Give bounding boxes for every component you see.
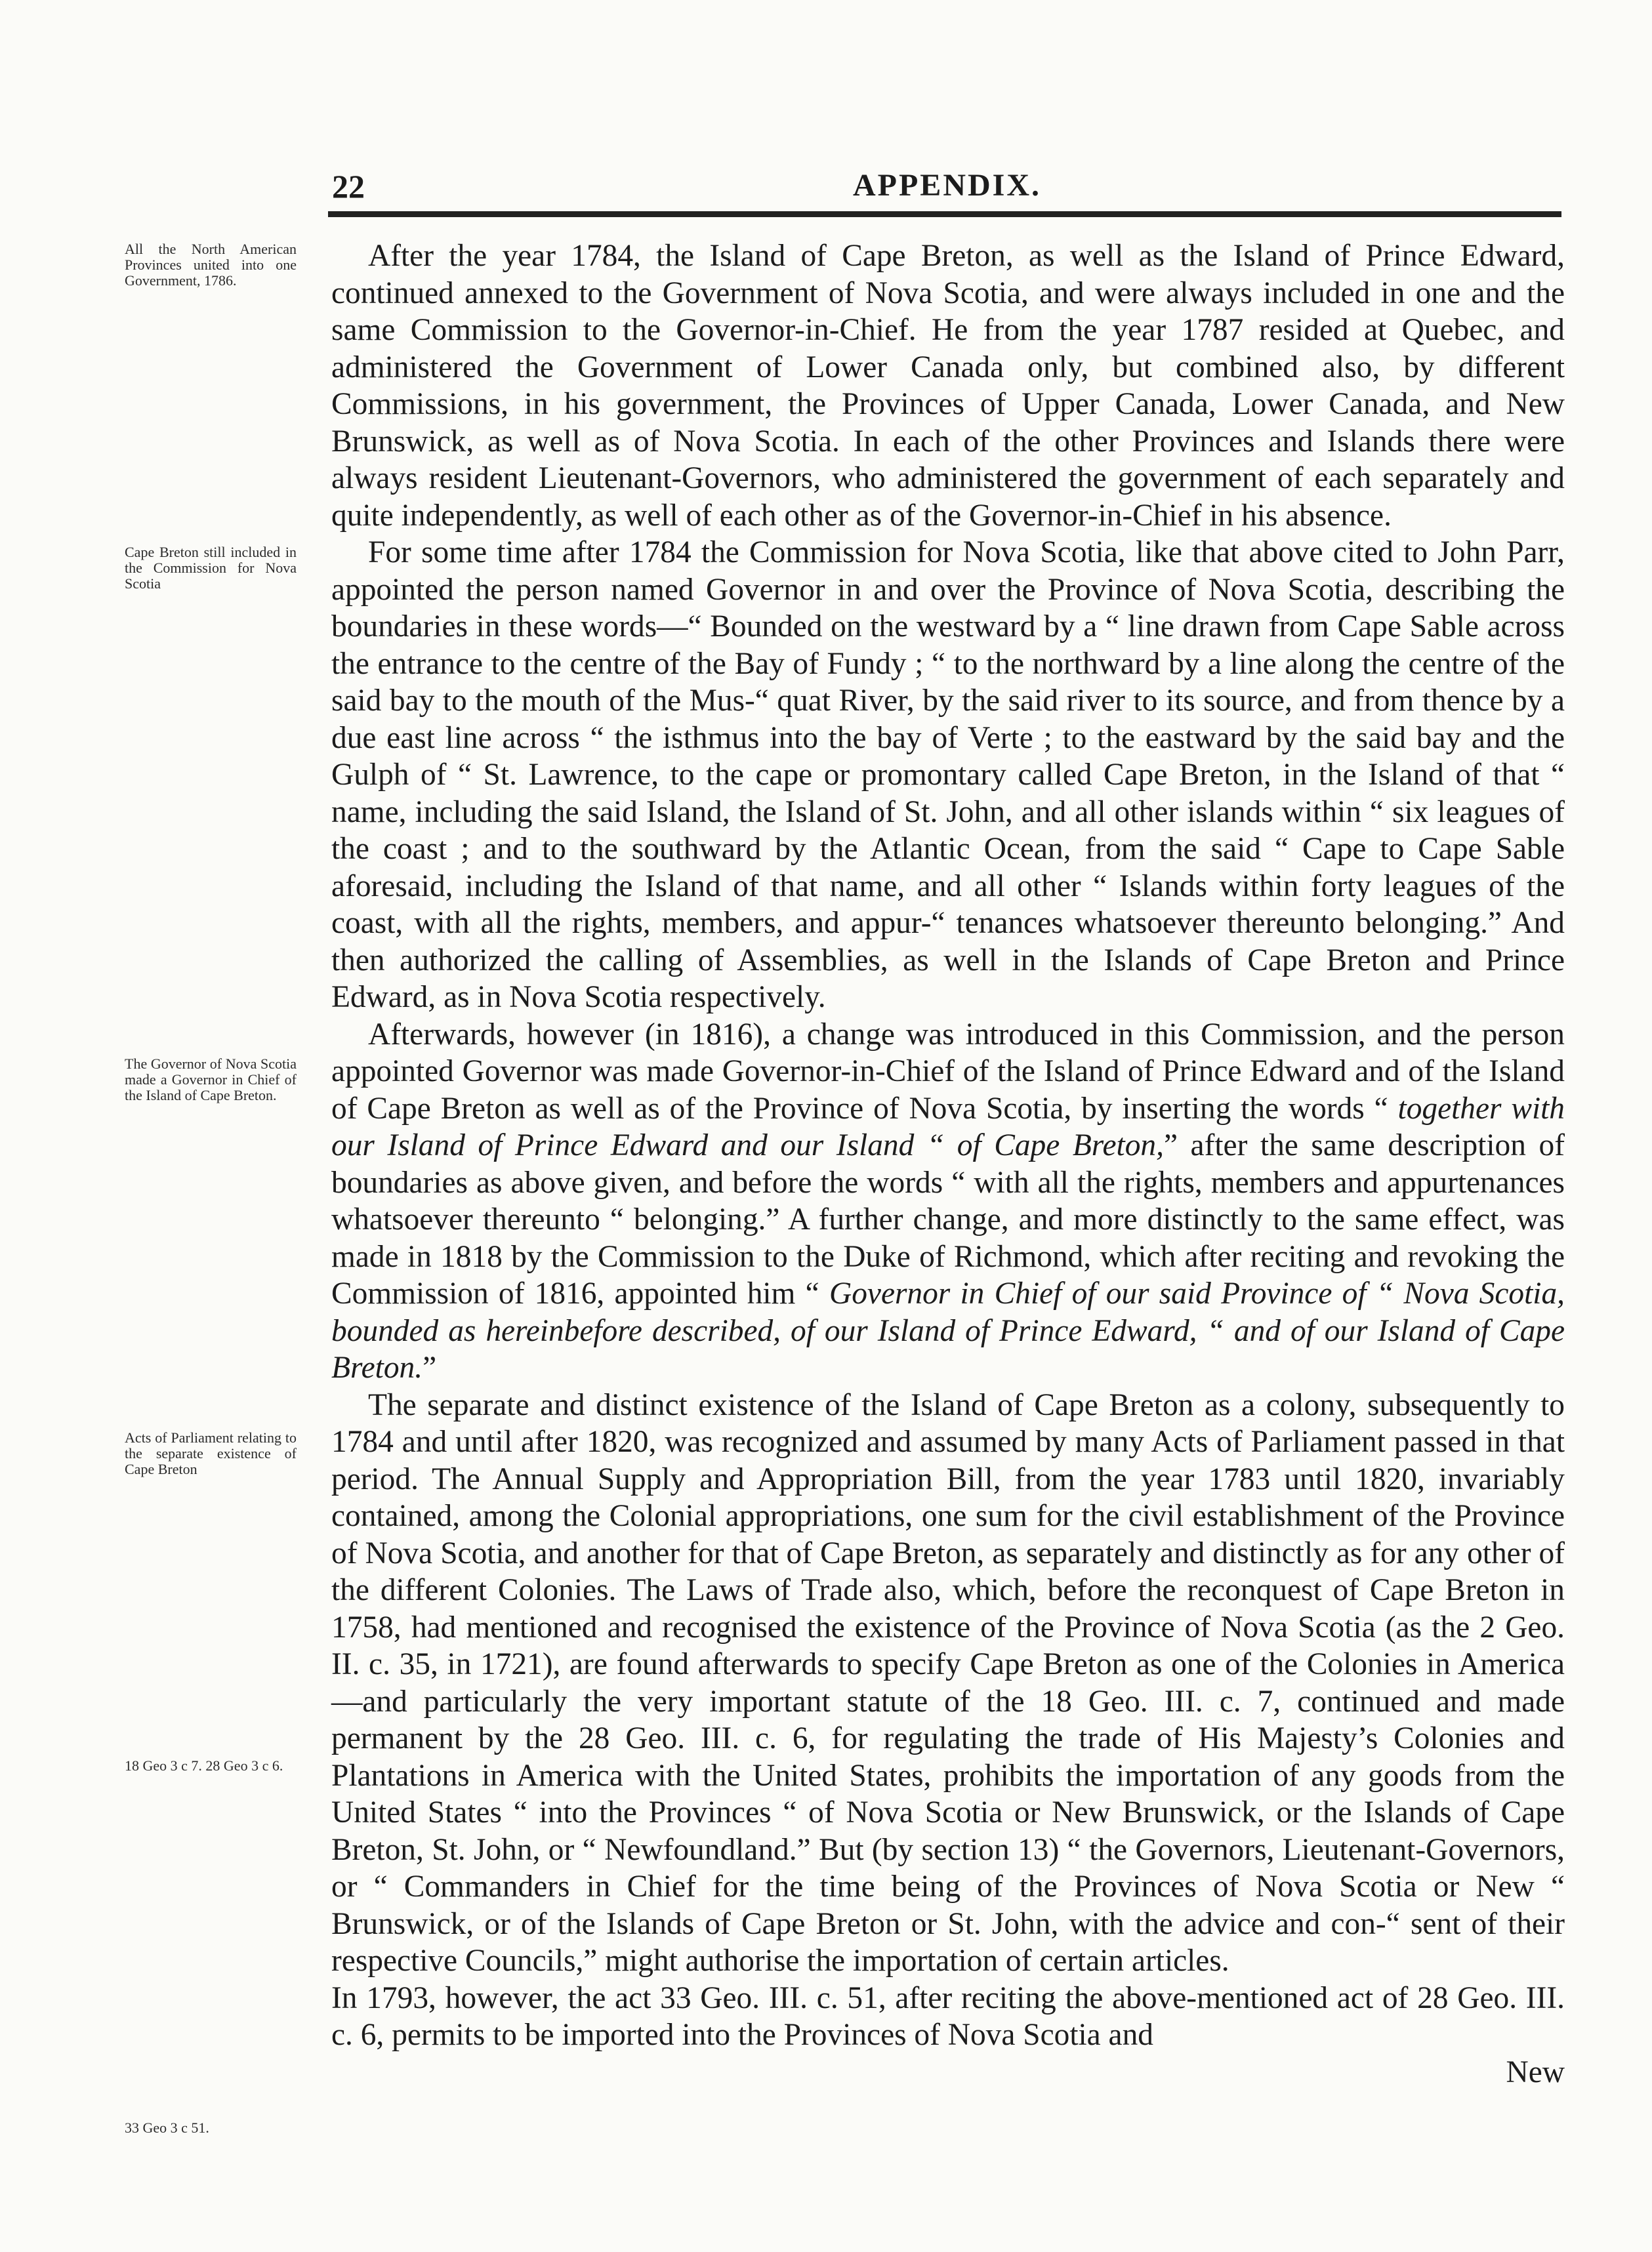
running-title: APPENDIX. — [853, 168, 1041, 203]
text-run: After the year 1784, the Island of Cape Breton, as well as the Island of Prince Edward, continued annexed to the Government of Nova Scotia, and were always included in one and the same Commission to the Governor-in-Chief. He from the year 1787 resided at Quebec, and administered the Government of Lower Canada only, but combined also, by different Commissions, in his government, the Provinces of Upper Canada, Lower Canada, and New Brunswick, as well as of Nova Scotia. In each of the other Provinces and Islands there were always resident Lieutenant-Governors, who administered the government of each separately and quite independently, as well of each other as of the Governor-in-Chief in his absence. — [331, 239, 1565, 533]
text-run: For some time after 1784 the Commission for Nova Scotia, like that above cited to John Parr, appointed the person named Governor in and over the Province of Nova Scotia, describing the boundaries in these words—“ Bounded on the westward by a “ line drawn from Cape Sable across the entrance to the centre of the Bay of Fundy ; “ to the northward by a line along the centre of the said bay to the mouth of the Mus-“ quat River, by the said river to its source, and from thence by a due east line across “ the isthmus into the bay of Verte ; to the eastward by the said bay and the Gulph of “ St. Lawrence, to the cape or promontary called Cape Breton, in the Island of that “ name, including the said Island, the Island of St. John, and all other islands within “ six leagues of the coast ; and to the southward by the Atlantic Ocean, from the said “ Cape to Cape Sable aforesaid, including the Island of that name, and all other “ Islands within forty leagues of the coast, with all the rights, members, and appur-“ tenances whatsoever thereunto belonging.” And then authorized the calling of Assemblies, as well in the Islands of Cape Breton and Prince Edward, as in Nova Scotia respectively. — [331, 535, 1565, 1014]
text-run: The separate and distinct existence of the Island of Cape Breton as a colony, subsequently to 1784 and until after 1820, was recognized and assumed by many Acts of Parliament passed in that period. The Annual Supply and Appropriation Bill, from the year 1783 until 1820, invariably contained, among the Colonial appropriations, one sum for the civil establishment of the Province of Nova Scotia, and another for that of Cape Breton, as separately and distinctly as for any other of the different Colonies. The Laws of Trade also, which, before the reconquest of Cape Breton in 1758, had mentioned and recognised the existence of the Province of Nova Scotia (as the 2 Geo. II. c. 35, in 1721), are found afterwards to specify Cape Breton as one of the Colonies in America—and particularly the very important statute of the 18 Geo. III. c. 7, continued and made permanent by the 28 Geo. III. c. 6, for regulating the trade of His Majesty’s Colonies and Plantations in America with the United States, prohibits the importation of any goods from the United States “ into the Provinces “ of Nova Scotia or New Brunswick, or the Islands of Cape Breton, St. John, or “ Newfoundland.” But (by section 13) “ the Governors, Lieutenant-Governors, or “ Commanders in Chief for the time being of the Provinces of Nova Scotia or New “ Brunswick, or of the Islands of Cape Breton or St. John, with the advice and con-“ sent of their respective Councils,” might authorise the importation of certain articles. — [331, 1387, 1565, 1978]
catchword — [331, 2054, 1565, 2091]
text-run: In 1793, however, the act 33 Geo. III. c. 51, after reciting the above-mentioned act of 28 Geo. III. c. 6, permits to be imported into the Provinces of Nova Scotia and — [331, 1980, 1565, 2052]
paragraph — [331, 1016, 1565, 1387]
page-number: 22 — [332, 168, 365, 205]
page-header — [328, 167, 1561, 215]
italic-run: Governor in Chief of our said Province of “ Nova Scotia, bounded as hereinbefore described, of our Island of Prince Edward, “ and of our Island of Cape Breton. — [331, 1277, 1565, 1385]
paragraph — [331, 534, 1565, 1016]
text-run: ” — [423, 1351, 437, 1385]
paragraph — [331, 1980, 1565, 2054]
paragraph — [331, 237, 1565, 534]
margin-note: The Governor of Nova Scotia made a Governor in Chief of the Island of Cape Breton. — [125, 1055, 297, 1103]
header-rule — [328, 211, 1561, 217]
margin-note: 18 Geo 3 c 7. 28 Geo 3 c 6. — [125, 1757, 283, 1774]
catchword-text: New — [1506, 2055, 1565, 2089]
margin-note: 33 Geo 3 c 51. — [125, 2119, 209, 2136]
margin-note: Acts of Parliament relating to the separate existence of Cape Breton — [125, 1429, 297, 1477]
italic-run: together with our Island of Prince Edward and our Island “ of Cape Breton, — [331, 1091, 1565, 1162]
margin-note: All the North American Provinces united into one Government, 1786. — [125, 241, 297, 289]
text-run: Afterwards, however (in 1816), a change was introduced in this Commission, and the person appointed Governor was made Governor-in-Chief of the Island of Prince Edward and of the Island of Cape Breton as well as of the Province of Nova Scotia, by inserting the words “ — [331, 1017, 1565, 1126]
margin-note: Cape Breton still included in the Commission for Nova Scotia — [125, 544, 297, 592]
paragraph — [331, 1387, 1565, 1980]
body-text — [331, 237, 1565, 2091]
text-run: ” after the same description of boundaries as above given, and before the words “ with all the rights, members and appurtenances whatsoever thereunto “ belonging.” A further change, and more distinctly to the same effect, was made in 1818 by the Commission to the Duke of Richmond, which after reciting and revoking the Commission of 1816, appointed him “ — [331, 1128, 1565, 1311]
